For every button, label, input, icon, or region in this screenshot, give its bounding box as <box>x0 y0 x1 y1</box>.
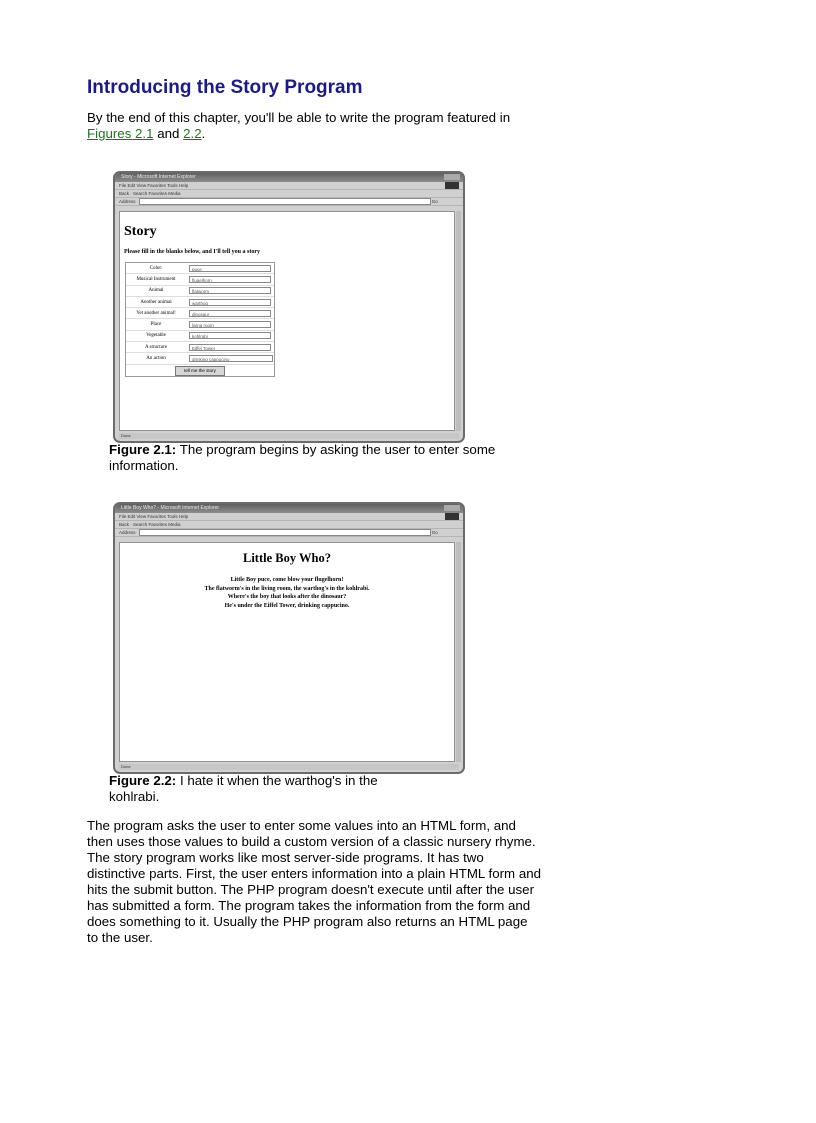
address-bar <box>115 198 463 206</box>
action-select: drinking cappucino <box>189 355 273 362</box>
form-input: puce <box>189 265 271 272</box>
status-bar <box>119 433 459 439</box>
form-input: flugelhorn <box>189 276 271 283</box>
form-row <box>126 263 274 274</box>
toolbar <box>115 521 463 529</box>
form-input: dinosaur <box>189 310 271 317</box>
go-button: Go <box>431 199 438 204</box>
form-label: Another animal <box>140 299 172 305</box>
address-field <box>139 529 431 536</box>
address-label: Address <box>119 530 136 535</box>
form-row <box>126 297 274 308</box>
figure-2-2-screenshot <box>113 502 465 774</box>
status-bar <box>119 764 459 770</box>
form-row <box>126 331 274 342</box>
figure-2-2-caption <box>109 773 399 805</box>
form-row <box>126 274 274 285</box>
form-row <box>126 286 274 297</box>
window-controls-icon <box>444 174 460 180</box>
poem-line: Where's the boy that looks after the dinosaur? <box>227 594 347 600</box>
window-controls-icon <box>444 505 460 511</box>
window-titlebar <box>115 173 463 182</box>
figure-2-1-screenshot <box>113 171 465 443</box>
windows-logo-icon <box>445 182 459 189</box>
form-input: Eiffel Tower <box>189 344 271 351</box>
form-input: living room <box>189 321 271 328</box>
form-row <box>126 342 274 353</box>
status-text: Done <box>121 433 131 438</box>
figures-2-1-link[interactable]: Figures 2.1 <box>87 126 154 141</box>
tell-story-button: tell me the story <box>175 366 225 376</box>
poem <box>120 576 454 610</box>
poem-title: Little Boy Who? <box>243 551 331 565</box>
form-label: Vegetable <box>146 333 166 339</box>
form-row <box>126 319 274 330</box>
address-label: Address <box>119 199 136 204</box>
menu-bar <box>115 182 463 190</box>
window-titlebar <box>115 504 463 513</box>
intro-period: . <box>201 126 206 141</box>
go-button: Go <box>431 530 438 535</box>
poem-line: The flatworm's in the living room, the warthog's in the kohlrabi. <box>204 585 370 592</box>
form-input: flatworm <box>189 287 271 294</box>
status-text: Done <box>121 764 131 769</box>
intro-text: By the end of this chapter, you'll be able to write the program featured in <box>87 110 511 125</box>
form-label: An action <box>146 356 166 362</box>
story-page-heading: Story <box>124 224 157 239</box>
browser-viewport <box>119 542 455 762</box>
toolbar <box>115 190 463 198</box>
figure-2-1-caption <box>109 442 519 474</box>
caption-label: Figure 2.1: <box>109 442 177 457</box>
form-input: warthog <box>189 299 271 306</box>
caption-text: The program begins by asking the user to enter some information. <box>109 442 496 473</box>
story-form <box>125 262 275 377</box>
toolbar-buttons: Back · Search Favorites Media <box>119 522 181 527</box>
form-label: Animal <box>148 288 164 294</box>
caption-label: Figure 2.2: <box>109 773 177 788</box>
caption-text: I hate it when the warthog's in the kohlrabi. <box>109 773 378 804</box>
form-label: A structure <box>144 344 168 350</box>
form-label: Musical Instrument <box>136 276 176 282</box>
story-prompt: Please fill in the blanks below, and I'll tell you a story <box>124 249 261 255</box>
form-label: Place <box>150 322 162 328</box>
address-bar <box>115 529 463 537</box>
body-paragraph: The program asks the user to enter some values into an HTML form, and then uses those values to build a custom version of a classic nursery rhyme. The story program works like most server-side programs. It has two distinctive parts. First, the user enters information into a plain HTML form and hits the submit button. The PHP program doesn't execute until after the user has submitted a form. The program takes the information from the form and does something to it. Usually the PHP program also returns an HTML page to the user. <box>87 818 542 945</box>
menu-items: File Edit View Favorites Tools Help <box>119 183 189 188</box>
intro-and: and <box>153 126 184 141</box>
scrollbar <box>456 542 461 762</box>
form-row <box>126 353 274 364</box>
poem-line: Little Boy puce, come blow your flugelhorn! <box>230 577 344 583</box>
form-input: kohlrabi <box>189 332 271 339</box>
menu-bar <box>115 513 463 521</box>
address-field <box>139 198 431 205</box>
toolbar-buttons: Back · Search Favorites Media <box>119 191 181 196</box>
form-label: Yet another animal! <box>136 310 176 316</box>
menu-items: File Edit View Favorites Tools Help <box>119 514 189 519</box>
intro-paragraph <box>87 110 537 142</box>
window-title: Little Boy Who? - Microsoft Internet Explorer <box>121 505 220 511</box>
browser-viewport <box>119 211 455 431</box>
figure-2-2-link[interactable]: 2.2 <box>183 126 202 141</box>
poem-line: He's under the Eiffel Tower, drinking cappucino. <box>224 602 350 609</box>
windows-logo-icon <box>445 513 459 520</box>
page-title: Introducing the Story Program <box>87 77 363 98</box>
scrollbar <box>456 211 461 431</box>
form-row <box>126 308 274 319</box>
form-label: Color: <box>149 265 163 271</box>
window-title: Story - Microsoft Internet Explorer <box>121 174 196 180</box>
